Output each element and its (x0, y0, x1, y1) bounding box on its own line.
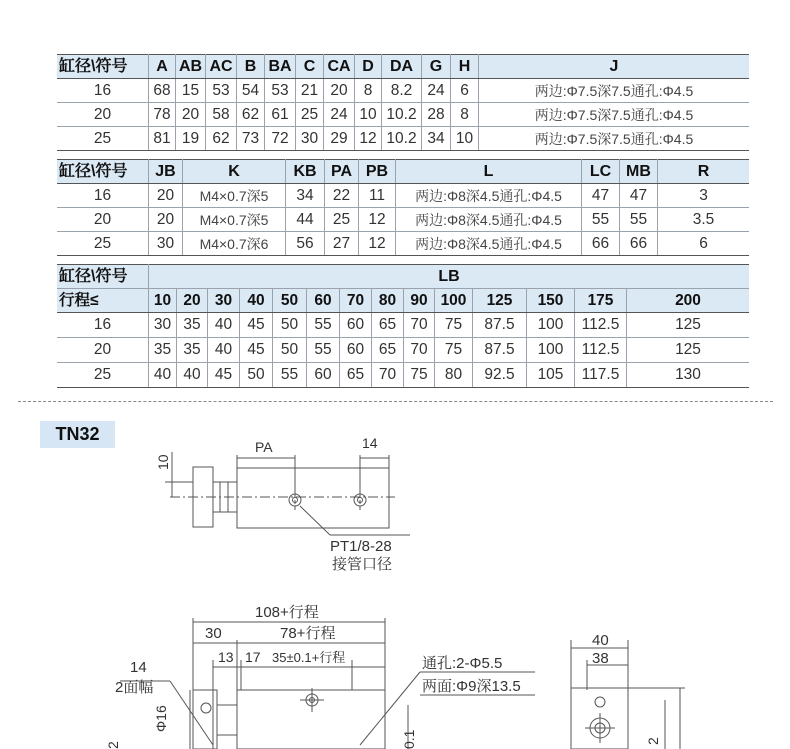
table2-cell: 44 (286, 208, 325, 232)
table1-cell: 29 (324, 127, 355, 151)
table1-cell: 8.2 (382, 79, 422, 103)
table1-cell: 68 (149, 79, 176, 103)
table2-cell: M4×0.7深5 (183, 184, 286, 208)
table3-cell: 60 (307, 363, 340, 388)
table1-cell: 53 (265, 79, 296, 103)
table2-header-cell: MB (620, 160, 658, 184)
table2-cell: 55 (582, 208, 620, 232)
table3-cell: 112.5 (575, 338, 627, 363)
table1-cell: 12 (355, 127, 382, 151)
table3-stroke-cell: 90 (404, 289, 435, 313)
table3-cell: 100 (527, 313, 575, 338)
table1-cell: 10 (355, 103, 382, 127)
table3-cell: 80 (435, 363, 473, 388)
table3-cell: 16 (57, 313, 149, 338)
table2-cell: 55 (620, 208, 658, 232)
table3-stroke-cell: 60 (307, 289, 340, 313)
table3-cell: 45 (240, 338, 273, 363)
table3-cell: 50 (273, 313, 307, 338)
table1-cell: 24 (324, 103, 355, 127)
table2-cell: 3 (658, 184, 750, 208)
table3-cell: 87.5 (473, 338, 527, 363)
table3-cell: 70 (372, 363, 404, 388)
table2-cell: 两边:Φ8深4.5通孔:Φ4.5 (396, 184, 582, 208)
table1-cell: 两边:Φ7.5深7.5通孔:Φ4.5 (479, 79, 750, 103)
table1-cell: 58 (206, 103, 237, 127)
table3-cell: 45 (240, 313, 273, 338)
table3-cell: 50 (273, 338, 307, 363)
table3-cell: 40 (208, 313, 240, 338)
table3-cell: 60 (340, 338, 372, 363)
table2-cell: 56 (286, 232, 325, 256)
table1-header-cell: AB (176, 55, 206, 79)
table1-cell: 20 (176, 103, 206, 127)
dim-38: 38 (592, 650, 609, 667)
table1-header-cell: AC (206, 55, 237, 79)
table1-cell: 两边:Φ7.5深7.5通孔:Φ4.5 (479, 127, 750, 151)
table1-cell: 25 (296, 103, 324, 127)
table2-cell: 66 (620, 232, 658, 256)
table2-cell: 11 (359, 184, 396, 208)
table1-cell: 8 (451, 103, 479, 127)
table3-cell: 125 (627, 338, 750, 363)
table1-header-cell: C (296, 55, 324, 79)
table3-cell: 55 (307, 338, 340, 363)
table3-cell: 100 (527, 338, 575, 363)
dim-14-top: 14 (362, 435, 378, 451)
dim-13: 13 (218, 649, 234, 665)
table3-cell: 35 (177, 313, 208, 338)
table3-stroke-cell: 200 (627, 289, 750, 313)
table2-cell: 25 (57, 232, 149, 256)
table3-cell: 60 (340, 313, 372, 338)
table1-cell: 25 (57, 127, 149, 151)
table2-header-cell: KB (286, 160, 325, 184)
table1-cell: 6 (451, 79, 479, 103)
table1-cell: 20 (57, 103, 149, 127)
table2-cell: 34 (286, 184, 325, 208)
table1-cell: 62 (237, 103, 265, 127)
table1-cell: 54 (237, 79, 265, 103)
table3-cell: 112.5 (575, 313, 627, 338)
table2-header-cell: JB (149, 160, 183, 184)
table2-header-cell: LC (582, 160, 620, 184)
table2-cell: 20 (149, 208, 183, 232)
table2-header-cell: L (396, 160, 582, 184)
table3-stroke-cell: 10 (149, 289, 177, 313)
port-spec: PT1/8-28 (330, 538, 392, 555)
table1-header-cell: D (355, 55, 382, 79)
table2-cell: 6 (658, 232, 750, 256)
table3-cell: 75 (404, 363, 435, 388)
table1-cell: 8 (355, 79, 382, 103)
table3-stroke-cell: 125 (473, 289, 527, 313)
table1-cell: 10.2 (382, 103, 422, 127)
table3-stroke-cell: 70 (340, 289, 372, 313)
table3-stroke-label: 行程≤ (57, 289, 149, 313)
table1-cell: 53 (206, 79, 237, 103)
table1-header-cell: G (422, 55, 451, 79)
phi16-label: Φ16 (153, 705, 169, 732)
table3-cell: 65 (340, 363, 372, 388)
table1-header-cell: H (451, 55, 479, 79)
table2-cell: 47 (582, 184, 620, 208)
table1-cell: 72 (265, 127, 296, 151)
dim-17: 17 (245, 649, 261, 665)
table2-cell: 两边:Φ8深4.5通孔:Φ4.5 (396, 232, 582, 256)
cylinder-body-bottom (237, 690, 385, 749)
table3-cell: 35 (177, 338, 208, 363)
table3-cell: 92.5 (473, 363, 527, 388)
table3-cell: 130 (627, 363, 750, 388)
table3-stroke-cell: 20 (177, 289, 208, 313)
model-label: TN32 (40, 421, 115, 448)
table3-stroke-cell: 50 (273, 289, 307, 313)
table3-cell: 65 (372, 313, 404, 338)
table3-cell: 40 (208, 338, 240, 363)
table3-cell: 40 (149, 363, 177, 388)
table3-cell: 45 (208, 363, 240, 388)
table1-cell: 78 (149, 103, 176, 127)
table2-cell: 30 (149, 232, 183, 256)
table2-cell: M4×0.7深5 (183, 208, 286, 232)
table1-cell: 10.2 (382, 127, 422, 151)
table1-cell: 81 (149, 127, 176, 151)
table3-cell: 70 (404, 338, 435, 363)
table1-cell: 20 (324, 79, 355, 103)
table1-header-cell: CA (324, 55, 355, 79)
table3-cell: 20 (57, 338, 149, 363)
table1-cell: 24 (422, 79, 451, 103)
table3-cell: 30 (149, 313, 177, 338)
dim-40: 40 (592, 632, 609, 649)
table2-cell: 27 (325, 232, 359, 256)
table3-cell: 87.5 (473, 313, 527, 338)
table3-cell: 117.5 (575, 363, 627, 388)
table2-cell: 66 (582, 232, 620, 256)
dim-30: 30 (205, 625, 222, 642)
table3-cell: 40 (177, 363, 208, 388)
table2-cell: 12 (359, 208, 396, 232)
table3-group-label: LB (149, 265, 750, 289)
dim-10-top: 10 (155, 454, 171, 470)
table2-header-cell: R (658, 160, 750, 184)
table3-cell: 55 (273, 363, 307, 388)
table1-cell: 61 (265, 103, 296, 127)
table2-cell: M4×0.7深6 (183, 232, 286, 256)
table1-header-cell: DA (382, 55, 422, 79)
table1-header-cell: 缸径\符号 (57, 55, 149, 79)
table3-cell: 70 (404, 313, 435, 338)
table3-cell: 125 (627, 313, 750, 338)
table3-cell: 35 (149, 338, 177, 363)
through-hole-spec: 通孔:2-Φ5.5 (422, 655, 503, 672)
table3-stroke-cell: 30 (208, 289, 240, 313)
table3-corner-label: 缸径\符号 (57, 265, 149, 289)
table1-cell: 15 (176, 79, 206, 103)
table1-cell: 19 (176, 127, 206, 151)
table2-cell: 16 (57, 184, 149, 208)
table1-header-cell: B (237, 55, 265, 79)
dim-total-length: 108+行程 (255, 604, 319, 621)
table2-header-cell: K (183, 160, 286, 184)
table3-stroke-cell: 150 (527, 289, 575, 313)
table1-cell: 10 (451, 127, 479, 151)
table3-cell: 55 (307, 313, 340, 338)
table1-header-cell: J (479, 55, 750, 79)
table2-cell: 两边:Φ8深4.5通孔:Φ4.5 (396, 208, 582, 232)
table1-cell: 30 (296, 127, 324, 151)
table2-header-cell: PB (359, 160, 396, 184)
dim-78: 78+行程 (280, 625, 336, 642)
dim-0-1: 0.1 (401, 729, 417, 749)
flats-label: 2面幅 (115, 679, 154, 696)
table2-cell: 20 (149, 184, 183, 208)
table2-cell: 3.5 (658, 208, 750, 232)
table3-cell: 75 (435, 338, 473, 363)
table1-cell: 34 (422, 127, 451, 151)
table2-cell: 12 (359, 232, 396, 256)
dim-pa-label: PA (255, 439, 273, 455)
table1-cell: 21 (296, 79, 324, 103)
table3-stroke-cell: 100 (435, 289, 473, 313)
table1-cell: 两边:Φ7.5深7.5通孔:Φ4.5 (479, 103, 750, 127)
table2-cell: 22 (325, 184, 359, 208)
dim-2-right: 2 (645, 737, 661, 745)
table3-cell: 105 (527, 363, 575, 388)
table3-cell: 65 (372, 338, 404, 363)
table2-header-cell: 缸径\符号 (57, 160, 149, 184)
table1-cell: 16 (57, 79, 149, 103)
port-label: 接管口径 (332, 556, 393, 573)
dim-2-left: 2 (105, 741, 121, 749)
table1-header-cell: A (149, 55, 176, 79)
table1-cell: 62 (206, 127, 237, 151)
table2-cell: 47 (620, 184, 658, 208)
table3-stroke-cell: 175 (575, 289, 627, 313)
table1-cell: 73 (237, 127, 265, 151)
table3-cell: 75 (435, 313, 473, 338)
counterbore-spec: 两面:Φ9深13.5 (422, 678, 521, 695)
table2-cell: 20 (57, 208, 149, 232)
table3-cell: 25 (57, 363, 149, 388)
table3-stroke-cell: 40 (240, 289, 273, 313)
table2-cell: 25 (325, 208, 359, 232)
dim-14-flats: 14 (130, 659, 147, 676)
dim-35-tolerance: 35±0.1+行程 (272, 650, 346, 665)
table3-stroke-cell: 80 (372, 289, 404, 313)
table1-cell: 28 (422, 103, 451, 127)
table2-header-cell: PA (325, 160, 359, 184)
table3-cell: 50 (240, 363, 273, 388)
table1-header-cell: BA (265, 55, 296, 79)
